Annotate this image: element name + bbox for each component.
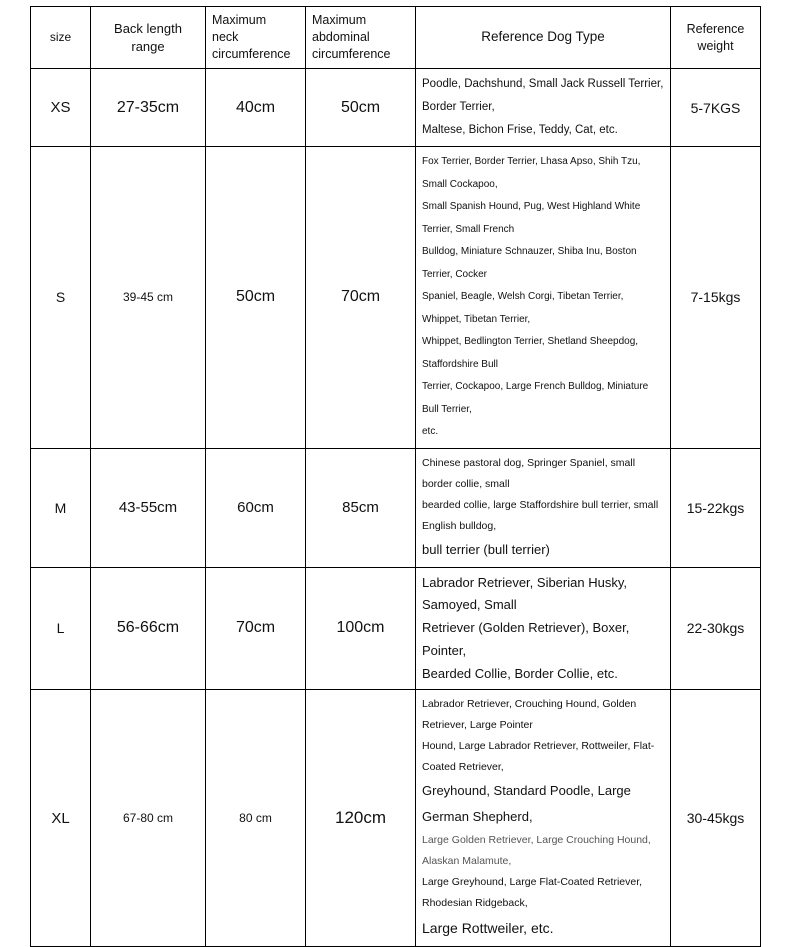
table-row: [31, 69, 761, 147]
cell-dog-types: [416, 147, 671, 449]
cell-size: S: [31, 147, 91, 449]
cell-size: XS: [31, 69, 91, 147]
cell-back-length: 56-66cm: [91, 567, 206, 690]
dog-type-line: bearded collie, large Staffordshire bull terrier, small English bulldog,: [422, 498, 659, 532]
dog-type-line: Large Greyhound, Large Flat-Coated Retriever, Rhodesian Ridgeback,: [422, 876, 643, 910]
table-row: [31, 448, 761, 567]
dog-size-chart-table: [30, 6, 761, 947]
column-header-reference-weight: Reference weight: [671, 7, 761, 69]
cell-back-length: 67-80 cm: [91, 690, 206, 947]
cell-back-length: 39-45 cm: [91, 147, 206, 449]
dog-type-line: Bearded Collie, Border Collie, etc.: [422, 665, 618, 681]
cell-weight: 7-15kgs: [671, 147, 761, 449]
cell-weight: 30-45kgs: [671, 690, 761, 947]
table-header-row: [31, 7, 761, 69]
cell-size: XL: [31, 690, 91, 947]
cell-abdomen: 120cm: [306, 690, 416, 947]
cell-size: L: [31, 567, 91, 690]
cell-weight: 15-22kgs: [671, 448, 761, 567]
cell-abdomen: 70cm: [306, 147, 416, 449]
column-header-neck-line1: Maximum: [212, 13, 267, 28]
table-row: [31, 690, 761, 947]
dog-type-line: Chinese pastoral dog, Springer Spaniel, small border collie, small: [422, 456, 636, 490]
table-header: [31, 7, 761, 69]
dog-type-line: etc.: [422, 426, 439, 437]
dog-type-line: Spaniel, Beagle, Welsh Corgi, Tibetan Terrier, Whippet, Tibetan Terrier,: [422, 291, 624, 325]
dog-type-line: Whippet, Bedlington Terrier, Shetland Sheepdog, Staffordshire Bull: [422, 336, 639, 370]
column-header-neck-circumference: [206, 7, 306, 69]
column-header-reference-dog-type: Reference Dog Type: [416, 7, 671, 69]
table-body: [31, 69, 761, 947]
cell-abdomen: 85cm: [306, 448, 416, 567]
cell-abdomen: 100cm: [306, 567, 416, 690]
dog-type-line: Large Golden Retriever, Large Crouching Hound, Alaskan Malamute,: [422, 834, 651, 868]
column-header-neck-line2: neck circumference: [212, 30, 291, 61]
cell-neck: 50cm: [206, 147, 306, 449]
cell-size: M: [31, 448, 91, 567]
table-row: [31, 147, 761, 449]
cell-dog-types: [416, 448, 671, 567]
column-header-abdominal-circumference: [306, 7, 416, 69]
cell-neck: 70cm: [206, 567, 306, 690]
dog-type-line: Fox Terrier, Border Terrier, Lhasa Apso, Shih Tzu, Small Cockapoo,: [422, 156, 641, 190]
cell-neck: 80 cm: [206, 690, 306, 947]
cell-back-length: 43-55cm: [91, 448, 206, 567]
cell-dog-types: [416, 69, 671, 147]
cell-weight: 5-7KGS: [671, 69, 761, 147]
cell-neck: 60cm: [206, 448, 306, 567]
cell-weight: 22-30kgs: [671, 567, 761, 690]
dog-type-line: Poodle, Dachshund, Small Jack Russell Terrier, Border Terrier,: [422, 78, 664, 113]
dog-type-line: Greyhound, Standard Poodle, Large German Shepherd,: [422, 783, 631, 825]
dog-type-line: Maltese, Bichon Frise, Teddy, Cat, etc.: [422, 124, 618, 136]
cell-dog-types: [416, 690, 671, 947]
dog-type-line: Labrador Retriever, Crouching Hound, Golden Retriever, Large Pointer: [422, 698, 637, 732]
dog-type-line: Large Rottweiler, etc.: [422, 920, 554, 937]
dog-type-line: Bulldog, Miniature Schnauzer, Shiba Inu, Boston Terrier, Cocker: [422, 246, 637, 280]
table-row: [31, 567, 761, 690]
dog-type-line: Small Spanish Hound, Pug, West Highland White Terrier, Small French: [422, 201, 641, 235]
column-header-abdomen-line1: Maximum abdominal: [312, 13, 370, 45]
cell-dog-types: [416, 567, 671, 690]
cell-abdomen: 50cm: [306, 69, 416, 147]
cell-back-length: 27-35cm: [91, 69, 206, 147]
dog-type-line: Labrador Retriever, Siberian Husky, Samoyed, Small: [422, 574, 627, 613]
dog-type-line: Retriever (Golden Retriever), Boxer, Pointer,: [422, 620, 630, 658]
column-header-abdomen-line2: circumference: [312, 46, 391, 61]
dog-type-line: Terrier, Cockapoo, Large French Bulldog, Miniature Bull Terrier,: [422, 381, 649, 415]
cell-neck: 40cm: [206, 69, 306, 147]
column-header-back-length: Back length range: [91, 7, 206, 69]
column-header-size: size: [31, 7, 91, 69]
dog-type-line: bull terrier (bull terrier): [422, 541, 550, 557]
dog-type-line: Hound, Large Labrador Retriever, Rottweiler, Flat-Coated Retriever,: [422, 740, 655, 774]
